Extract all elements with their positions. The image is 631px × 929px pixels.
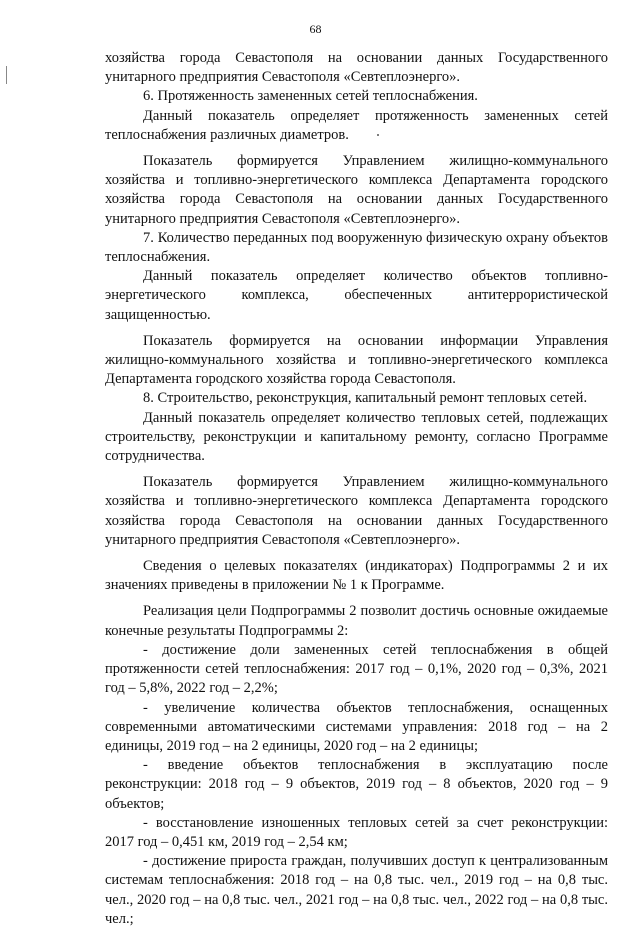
paragraph: - увеличение количества объектов теплоснабжения, оснащенных современными автоматическими системами управления: 2018 год – на 2 единицы, 2019 год – на 2 единицы, 2020 год – на 2 единицы; xyxy=(105,699,608,754)
paragraph: Сведения о целевых показателях (индикаторах) Подпрограммы 2 и их значениях приведены в приложении № 1 к Программе. xyxy=(105,558,608,594)
page-number: 68 xyxy=(309,22,322,36)
paragraph: 6. Протяженность замененных сетей теплоснабжения. xyxy=(143,88,478,105)
paragraph: - восстановление изношенных тепловых сетей за счет реконструкции: 2017 год – 0,451 км, 2019 год – 2,54 км; xyxy=(105,814,608,850)
scan-artifact-mark xyxy=(6,66,7,84)
paragraph: Показатель формируется на основании информации Управления жилищно-коммунального хозяйства и топливно-энергетического комплекса Департамента городского хозяйства города Севастополя. xyxy=(105,332,608,388)
paragraph: Данный показатель определяет количество тепловых сетей, подлежащих строительству, реконструкции и капитальному ремонту, согласно Программе сотрудничества. xyxy=(105,409,608,465)
paragraph: Показатель формируется Управлением жилищно-коммунального хозяйства и топливно-энергетического комплекса Департамента городского хозяйства города Севастополя на основании данных Государственного унитарного предприятия Севастополя «Севтеплоэнерго». xyxy=(105,474,608,548)
paragraph: Показатель формируется Управлением жилищно-коммунального хозяйства и топливно-энергетического комплекса Департамента городского хозяйства города Севастополя на основании данных Государственного унитарного предприятия Севастополя «Севтеплоэнерго». xyxy=(105,153,608,227)
paragraph: - введение объектов теплоснабжения в эксплуатацию после реконструкции: 2018 год – 9 объектов, 2019 год – 8 объектов, 2020 год – 9 объектов; xyxy=(105,757,608,812)
paragraph: Данный показатель определяет протяженность замененных сетей теплоснабжения различных диаметров. xyxy=(105,107,608,143)
document-body xyxy=(105,49,608,929)
paragraph: - достижение прироста граждан, получивших доступ к централизованным системам теплоснабжения: 2018 год – на 0,8 тыс. чел., 2019 год – на 0,8 тыс. чел., 2020 год – на 0,8 тыс. чел., 2021 год – на 0,8 тыс. чел., 2022 год – на 0,8 тыс. чел.; xyxy=(105,853,608,927)
paragraph: Данный показатель определяет количество объектов топливно-энергетического комплекса, обеспеченных антитеррористической защищенностью. xyxy=(105,268,608,323)
paragraph: Реализация цели Подпрограммы 2 позволит достичь основные ожидаемые конечные результаты Подпрограммы 2: xyxy=(105,603,608,639)
paragraph: хозяйства города Севастополя на основании данных Государственного унитарного предприятия Севастополя «Севтеплоэнерго». xyxy=(105,50,608,86)
paragraph: 7. Количество переданных под вооруженную физическую охрану объектов теплоснабжения. xyxy=(105,229,608,266)
paragraph: - достижение доли замененных сетей теплоснабжения в общей протяженности сетей теплоснабжения: 2017 год – 0,1%, 2020 год – 0,3%, 2021 год – 5,8%, 2022 год – 2,2%; xyxy=(105,641,608,697)
paragraph: 8. Строительство, реконструкция, капитальный ремонт тепловых сетей. xyxy=(143,390,588,407)
